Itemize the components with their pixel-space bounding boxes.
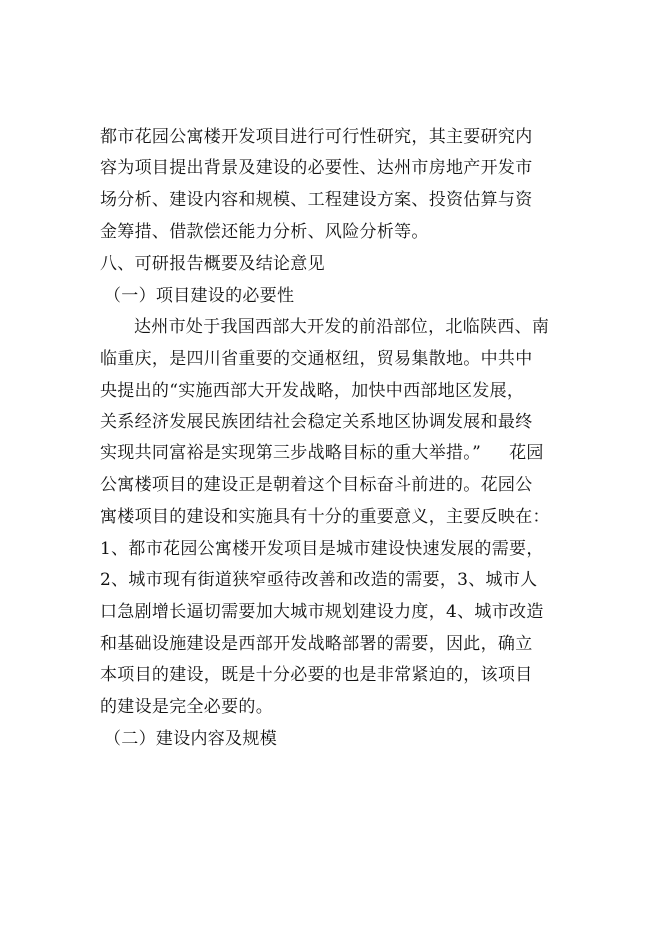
section-8-heading: 八、可研报告概要及结论意见	[100, 254, 325, 274]
necessity-line-8: 1、都市花园公寓楼开发项目是城市建设快速发展的需要，	[100, 539, 544, 559]
line-tail-text: 花园	[509, 443, 544, 463]
necessity-line-11: 和基础设施建设是西部开发战略部署的需要，因此，确立	[100, 634, 533, 654]
intro-line-4: 金筹措、借款偿还能力分析、风险分析等。	[100, 222, 429, 242]
intro-line-3: 场分析、建设内容和规模、工程建设方案、投资估算与资	[100, 190, 533, 210]
necessity-line-6: 公寓楼项目的建设正是朝着这个目标奋斗前进的。花园公	[100, 475, 533, 495]
necessity-line-10: 口急剧增长逼切需要加大城市规划建设力度，4、城市改造	[100, 602, 544, 622]
subsection-2-heading: （二）建设内容及规模	[104, 729, 277, 749]
intro-line-2: 容为项目提出背景及建设的必要性、达州市房地产开发市	[100, 158, 533, 178]
necessity-line-13: 的建设是完全必要的。	[100, 697, 273, 717]
necessity-line-3: 央提出的“实施西部大开发战略，加快中西部地区发展，	[100, 381, 525, 401]
necessity-line-4: 关系经济发展民族团结社会稳定关系地区协调发展和最终	[100, 412, 533, 432]
quote-end-text: 实现共同富裕是实现第三步战略目标的重大举措。”	[100, 443, 482, 463]
necessity-line-7: 寓楼项目的建设和实施具有十分的重要意义，主要反映在：	[100, 507, 550, 527]
subsection-1-heading: （一）项目建设的必要性	[104, 286, 295, 306]
intro-line-1: 都市花园公寓楼开发项目进行可行性研究，其主要研究内	[100, 127, 533, 147]
necessity-line-2: 临重庆，是四川省重要的交通枢纽，贸易集散地。中共中	[100, 349, 533, 369]
necessity-line-1: 达州市处于我国西部大开发的前沿部位，北临陕西、南	[134, 317, 550, 337]
necessity-line-12: 本项目的建设，既是十分必要的也是非常紧迫的，该项目	[100, 665, 533, 685]
necessity-line-5	[100, 442, 544, 464]
necessity-line-9: 2、城市现有街道狭窄亟待改善和改造的需要，3、城市人	[100, 570, 538, 590]
